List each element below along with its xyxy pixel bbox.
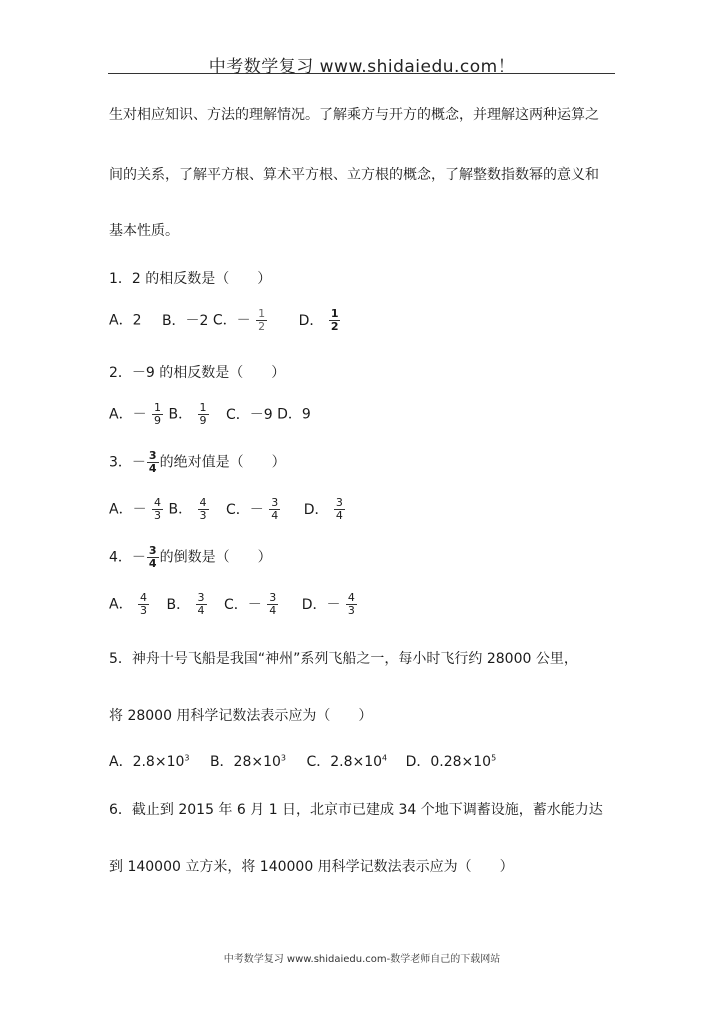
- option-d: D．: [303, 501, 329, 518]
- option-c: C．－: [226, 501, 264, 518]
- fraction: $\frac{4}{3}$: [199, 496, 207, 522]
- option-b: B．: [168, 501, 193, 518]
- option-d: D．9: [277, 406, 311, 423]
- option-c: C．－: [224, 596, 262, 613]
- fraction: $\frac{3}{4}$: [335, 496, 343, 522]
- question-3-stem: 3．－ $\frac{3}{4}$ 的绝对值是（ ）: [109, 449, 286, 475]
- fraction: $\frac{4}{3}$: [140, 591, 148, 617]
- question-1-stem: 1．2 的相反数是（ ）: [109, 271, 272, 287]
- question-6-line-2: 到 140000 立方米，将 140000 用科学记数法表示应为（ ）: [109, 859, 514, 875]
- question-6-line-1: 6．截止到 2015 年 6 月 1 日，北京市已建成 34 个地下调蓄设施，蓄水能力达: [109, 802, 603, 818]
- question-3-options: [109, 497, 346, 522]
- option-d: D．: [298, 312, 324, 329]
- option-b: B．: [166, 596, 191, 613]
- question-4-stem: 4．－ $\frac{3}{4}$ 的倒数是（ ）: [109, 544, 272, 570]
- question-2-stem: 2．－9 的相反数是（ ）: [109, 365, 286, 381]
- option-b: B．$28\times 10^3$: [209, 753, 286, 770]
- fraction: $\frac{1}{2}$: [330, 307, 339, 333]
- question-5-options: [109, 751, 496, 771]
- fraction: $\frac{4}{3}$: [347, 591, 355, 617]
- option-d: D．－: [301, 596, 341, 613]
- question-5-line-1: 5．神舟十号飞船是我国“神州”系列飞船之一，每小时飞行约 28000 公里，: [109, 651, 578, 667]
- fraction: $\frac{3}{4}$: [148, 544, 157, 570]
- question-1-options: [109, 308, 341, 333]
- page-footer: 中考数学复习 www.shidaiedu.com-数学老师自己的下载网站: [223, 954, 501, 965]
- option-b: B．－2: [161, 312, 209, 329]
- question-4-options: [109, 592, 358, 617]
- option-a: A．: [109, 596, 133, 613]
- intro-line-2: 间的关系，了解平方根、算术平方根、立方根的概念，了解整数指数幂的意义和: [109, 167, 599, 183]
- option-a: A．－: [109, 501, 147, 518]
- fraction: $\frac{1}{2}$: [258, 307, 266, 333]
- fraction: $\frac{1}{9}$: [199, 401, 207, 427]
- fraction: $\frac{3}{4}$: [197, 591, 205, 617]
- question-5-line-2: 将 28000 用科学记数法表示应为（ ）: [109, 708, 373, 724]
- intro-line-1: 生对相应知识、方法的理解情况。了解乘方与开方的概念，并理解这两种运算之: [109, 107, 599, 123]
- option-a: A．$2.8\times 10^3$: [109, 753, 190, 770]
- page-header-title: 中考数学复习 www.shidaiedu.com！: [208, 57, 516, 77]
- option-a: A．－: [109, 406, 147, 423]
- fraction: $\frac{3}{4}$: [269, 591, 277, 617]
- option-c: C．－9: [226, 406, 273, 423]
- question-2-options: [109, 402, 311, 427]
- fraction: $\frac{1}{9}$: [154, 401, 162, 427]
- option-a: A．2: [109, 312, 142, 329]
- header-divider: [108, 73, 615, 74]
- option-b: B．: [168, 406, 193, 423]
- option-c: C．$2.8\times 10^4$: [306, 753, 388, 770]
- intro-line-3: 基本性质。: [109, 223, 179, 239]
- fraction: $\frac{3}{4}$: [148, 449, 157, 475]
- option-c: C．－: [212, 312, 251, 329]
- option-d: D．$0.28\times 10^5$: [405, 753, 497, 770]
- fraction: $\frac{3}{4}$: [271, 496, 279, 522]
- fraction: $\frac{4}{3}$: [154, 496, 162, 522]
